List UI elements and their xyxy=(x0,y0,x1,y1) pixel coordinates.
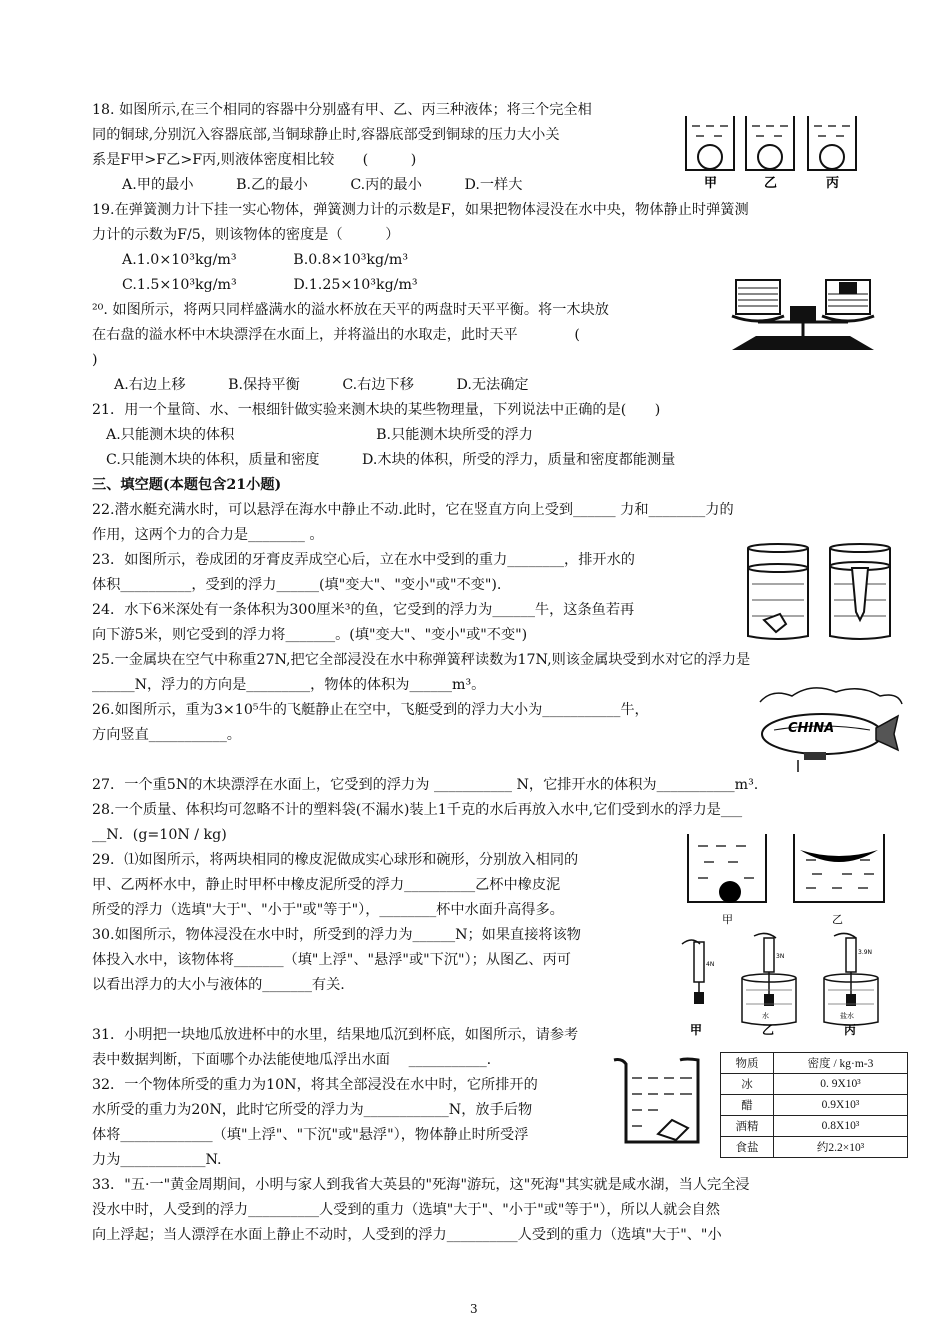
q23-beakers-figure xyxy=(740,540,900,642)
q18-line-1: 18. 如图所示,在三个相同的容器中分别盛有甲、乙、丙三种液体；将三个完全相 xyxy=(92,102,592,118)
q25-line-2: ______N，浮力的方向是_________，物体的体积为______m³。 xyxy=(92,677,486,693)
q26-blimp-figure xyxy=(752,682,908,776)
q32-line-1: 32．一个物体所受的重力为10N，将其全部浸没在水中时，它所排开的 xyxy=(92,1077,538,1093)
q26-line-2: 方向竖直___________。 xyxy=(92,727,241,743)
q22-line-2: 作用，这两个力的合力是________ 。 xyxy=(92,527,324,543)
q27-line-1: 27．一个重5N的木块漂浮在水面上，它受到的浮力为 ___________ N，它排开水的体积为___________m³. xyxy=(92,777,759,793)
q21-options-ab: A.只能测木块的体积 B.只能测木块所受的浮力 xyxy=(106,427,533,443)
q29-plasticine-figure xyxy=(682,830,890,926)
liquid-label-saltwater: 盐水 xyxy=(840,1012,854,1020)
table-row xyxy=(721,1074,908,1095)
q19-options-cd: C.1.5×10³kg/m³ D.1.25×10³kg/m³ xyxy=(122,277,418,293)
page-number: 3 xyxy=(470,1302,478,1316)
q22-line-1: 22.潜水艇充满水时，可以悬浮在海水中静止不动.此时，它在竖直方向上受到______ 力和________力的 xyxy=(92,502,734,518)
table-cell: 约2.2×10³ xyxy=(773,1137,907,1158)
q18-label-bing: 丙 xyxy=(826,176,840,191)
q28-line-2: __N．(g=10N / kg) xyxy=(92,827,227,843)
q25-line-1: 25.一金属块在空气中称重27N,把它全部浸没在水中称弹簧秤读数为17N,则该金属块受到水对它的浮力是 xyxy=(92,652,751,668)
q32-line-2: 水所受的重力为20N，此时它所受的浮力为____________N，放手后物 xyxy=(92,1102,533,1118)
density-table xyxy=(720,1052,908,1158)
q18-label-yi: 乙 xyxy=(764,176,778,191)
q30-label-yi: 乙 xyxy=(762,1023,775,1037)
blimp-text: CHINA xyxy=(788,721,835,736)
q18-containers-figure xyxy=(680,110,860,192)
wood-block xyxy=(839,282,857,294)
table-row xyxy=(721,1137,908,1158)
q30-line-1: 30.如图所示，物体浸没在水中时，所受到的浮力为______N；如果直接将该物 xyxy=(92,927,581,943)
q31-line-2: 表中数据判断，下面哪个办法能使地瓜浮出水面 ___________. xyxy=(92,1052,492,1068)
section-heading: 三、填空题(本题包含21小题) xyxy=(92,477,282,493)
table-cell: 食盐 xyxy=(721,1137,774,1158)
q33-line-2: 没水中时，人受到的浮力__________人受到的重力（选填"大于"、"小于"或"等于"），所以人就会自然 xyxy=(92,1202,720,1218)
sweet-potato xyxy=(658,1120,688,1140)
q29-line-1: 29．⑴如图所示，将两块相同的橡皮泥做成实心球形和碗形，分别放入相同的 xyxy=(92,852,579,868)
q18-line-3: 系是F甲>F乙>F丙,则液体密度相比较 ( ) xyxy=(92,152,417,168)
q29-label-jia: 甲 xyxy=(722,913,733,926)
q28-line-1: 28.一个质量、体积均可忽略不计的塑料袋(不漏水)装上1千克的水后再放入水中,它们受到水的浮力是___ xyxy=(92,802,743,818)
crumpled-tube xyxy=(764,614,786,632)
table-header-cell: 物质 xyxy=(721,1053,774,1074)
q18-line-2: 同的铜球,分别沉入容器底部,当铜球静止时,容器底部受到铜球的压力大小关 xyxy=(92,127,560,143)
q19-line-2: 力计的示数为F/5，则该物体的密度是（ ） xyxy=(92,227,400,243)
table-row xyxy=(721,1116,908,1137)
q32-line-4: 力为____________N. xyxy=(92,1152,222,1168)
q23-line-2: 体积__________，受到的浮力______(填"变大"、"变小"或"不变"). xyxy=(92,577,502,593)
q31-line-1: 31．小明把一块地瓜放进杯中的水里，结果地瓜沉到杯底，如图所示，请参考 xyxy=(92,1027,579,1043)
q20-line-2: 在右盘的溢水杯中木块漂浮在水面上，并将溢出的水取走，此时天平 ( xyxy=(92,327,580,343)
q33-line-3: 向上浮起；当人漂浮在水面上静止不动时，人受到的浮力__________人受到的重力（选填"大于"、"小 xyxy=(92,1227,722,1243)
table-header-cell: 密度 / kg·m-3 xyxy=(773,1053,907,1074)
q24-line-2: 向下游5米，则它受到的浮力将_______。(填"变大"、"变小"或"不变") xyxy=(92,627,528,643)
table-cell: 冰 xyxy=(721,1074,774,1095)
q19-line-1: 19.在弹簧测力计下挂一实心物体，弹簧测力计的示数是F，如果把物体浸没在水中央，物体静止时弹簧测 xyxy=(92,202,749,218)
q21-options-cd: C.只能测木块的体积，质量和密度 D.木块的体积，所受的浮力，质量和密度都能测量 xyxy=(106,452,676,468)
table-cell: 酒精 xyxy=(721,1116,774,1137)
q26-line-1: 26.如图所示，重为3×10⁵牛的飞艇静止在空中，飞艇受到的浮力大小为___________牛， xyxy=(92,702,649,718)
scale-mark-bing: 3.9N xyxy=(858,949,873,956)
q29-label-yi: 乙 xyxy=(832,913,843,926)
solid-ball xyxy=(719,881,741,903)
q30-spring-scale-figure xyxy=(666,930,906,1038)
q30-label-bing: 丙 xyxy=(844,1023,857,1037)
table-row xyxy=(721,1095,908,1116)
q20-options: A.右边上移 B.保持平衡 C.右边下移 D.无法确定 xyxy=(114,377,529,393)
q20-balance-figure xyxy=(728,276,878,354)
q32-line-3: 体将_____________（填"上浮"、"下沉"或"悬浮"），物体静止时所受浮 xyxy=(92,1127,529,1143)
table-cell: 醋 xyxy=(721,1095,774,1116)
q23-line-1: 23．如图所示，卷成团的牙膏皮弄成空心后，立在水中受到的重力________，排开水的 xyxy=(92,552,635,568)
liquid-label-water: 水 xyxy=(762,1012,769,1020)
table-cell: 0.9X10³ xyxy=(773,1095,907,1116)
q20-line-1: ²⁰. 如图所示，将两只同样盛满水的溢水杯放在天平的两盘时天平平衡。将一木块放 xyxy=(92,302,609,318)
q18-options: A.甲的最小 B.乙的最小 C.丙的最小 D.一样大 xyxy=(122,177,523,193)
q30-line-3: 以看出浮力的大小与液体的_______有关. xyxy=(92,977,345,993)
q29-line-2: 甲、乙两杯水中，静止时甲杯中橡皮泥所受的浮力__________乙杯中橡皮泥 xyxy=(92,877,561,893)
table-header-row xyxy=(721,1053,908,1074)
q24-line-1: 24．水下6米深处有一条体积为300厘米³的鱼，它受到的浮力为______牛，这条鱼若再 xyxy=(92,602,635,618)
q18-label-jia: 甲 xyxy=(704,176,718,191)
q30-label-jia: 甲 xyxy=(690,1023,703,1037)
q30-line-2: 体投入水中，该物体将_______（填"上浮"、"悬浮"或"下沉"）；从图乙、丙可 xyxy=(92,952,571,968)
q20-line-3: ) xyxy=(92,352,98,368)
table-cell: 0. 9X10³ xyxy=(773,1074,907,1095)
table-cell: 0.8X10³ xyxy=(773,1116,907,1137)
scale-mark-jia: 4N xyxy=(706,961,715,968)
q33-line-1: 33．"五·一"黄金周期间，小明与家人到我省大英县的"死海"游玩，这"死海"其实就是咸水湖，当人完全浸 xyxy=(92,1177,750,1193)
q29-line-3: 所受的浮力（选填"大于"、"小于"或"等于"），________杯中水面升高得多。 xyxy=(92,902,564,918)
q31-beaker-figure xyxy=(608,1054,708,1150)
hollow-tube xyxy=(852,568,868,620)
q21-line-1: 21．用一个量筒、水、一根细针做实验来测木块的某些物理量，下列说法中正确的是( ) xyxy=(92,402,661,418)
q19-options-ab: A.1.0×10³kg/m³ B.0.8×10³kg/m³ xyxy=(122,252,409,268)
scale-mark-yi: 3N xyxy=(776,953,785,960)
